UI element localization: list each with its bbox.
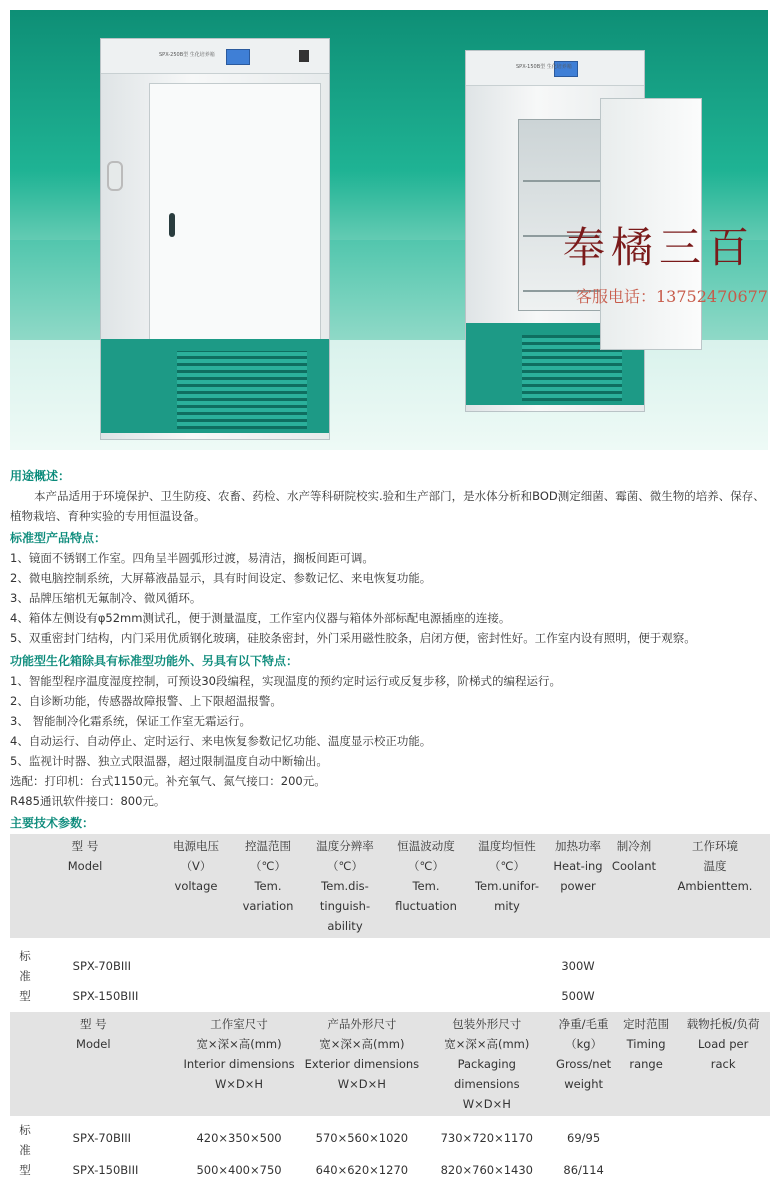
table-cell	[616, 1116, 676, 1160]
option-item: R485通讯软件接口：800元。	[10, 794, 166, 808]
table-cell: 500W	[561, 989, 595, 1003]
table-cell	[660, 938, 770, 986]
table-header-row	[10, 834, 770, 938]
header-timing: 定时范围 Timing range	[616, 1012, 676, 1116]
table-cell	[676, 1116, 770, 1160]
table-cell	[466, 938, 548, 986]
table-cell	[676, 1160, 770, 1180]
header-fluctuation: 恒温波动度 （℃） Tem. fluctuation	[386, 834, 466, 938]
table-cell	[232, 938, 304, 986]
header-resolution: 温度分辨率 （℃） Tem.dis- tinguish- ability	[304, 834, 386, 938]
params-title: 主要技术参数：	[10, 816, 95, 830]
table-cell: 300W	[561, 959, 595, 973]
incubator-closed	[100, 38, 330, 440]
functional-features	[10, 651, 770, 811]
table-cell	[304, 986, 386, 1006]
header-model: 型 号 Model	[10, 1012, 177, 1116]
header-weight: 净重/毛重 （kg） Gross/net weight	[551, 1012, 616, 1116]
lcd-display	[226, 49, 250, 65]
door-handle	[169, 213, 175, 237]
model-cell: 型 SPX-150BIII	[10, 1160, 177, 1180]
model-cell: 标 准 SPX-70BIII	[10, 1116, 177, 1160]
feature-item: 5、双重密封门结构，内门采用优质钢化玻璃，硅胶条密封，外门采用磁性胶条，启闭方便，密封性好。工作室内设有照明，便于观察。	[10, 631, 696, 645]
feature-item: 2、微电脑控制系统，大屏幕液晶显示，具有时间设定、参数记忆、来电恢复功能。	[10, 571, 432, 585]
table-cell	[304, 938, 386, 986]
table-row	[10, 986, 770, 1006]
control-panel	[466, 51, 644, 86]
table-cell: 420×350×500	[196, 1131, 282, 1145]
header-interior-dims: 工作室尺寸 宽×深×高(mm) Interior dimensions W×D×H	[177, 1012, 302, 1116]
control-panel	[101, 39, 329, 74]
shop-watermark: 奉橘三百	[563, 223, 756, 272]
table-cell	[160, 986, 232, 1006]
usage-body: 本产品适用于环境保护、卫生防疫、农畜、药检、水产等科研院校实.验和生产部门，是水体分析和BOD测定细菌、霉菌、微生物的培养、保存、植物栽培、育种实验的专用恒温设备。	[10, 489, 765, 523]
table-row	[10, 1116, 770, 1160]
feature-item: 2、自诊断功能，传感器故障报警、上下限超温报警。	[10, 694, 282, 708]
table-cell	[608, 986, 660, 1006]
header-packaging-dims: 包装外形尺寸 宽×深×高(mm) Packaging dimensions W×D×H	[422, 1012, 551, 1116]
header-ambient: 工作环境 温度 Ambienttem.	[660, 834, 770, 938]
header-temp-range: 控温范围 （℃） Tem. variation	[232, 834, 304, 938]
header-uniformity: 温度均恒性 （℃） Tem.unifor- mity	[466, 834, 548, 938]
feature-item: 3、 智能制冷化霜系统，保证工作室无霜运行。	[10, 714, 251, 728]
feature-item: 1、镜面不锈钢工作室。四角呈半圆弧形过渡，易清洁，搁板间距可调。	[10, 551, 374, 565]
service-phone: 客服电话：13752470677	[576, 287, 768, 306]
panel-label: SPX-150B型 生化培养箱	[516, 64, 572, 70]
feature-item: 3、品牌压缩机无氟制冷、微风循环。	[10, 591, 202, 605]
header-heating-power: 加热功率 Heat-ing power	[548, 834, 608, 938]
test-hole	[107, 161, 123, 191]
usage-title: 用途概述：	[10, 469, 71, 483]
header-load: 载物托板/负荷 Load per rack	[676, 1012, 770, 1116]
header-exterior-dims: 产品外形尺寸 宽×深×高(mm) Exterior dimensions W×D×H	[301, 1012, 422, 1116]
power-switch-icon	[299, 50, 309, 62]
standard-features	[10, 528, 770, 648]
product-photo	[10, 10, 768, 450]
feature-item: 5、监视计时器、独立式限温器，超过限制温度自动中断输出。	[10, 754, 328, 768]
option-item: 选配：打印机：台式1150元。补充氧气、氮气接口：200元。	[10, 774, 326, 788]
spec-table-2	[10, 1012, 770, 1180]
functional-title: 功能型生化箱除具有标准型功能外、另具有以下特点：	[10, 654, 299, 668]
table-row	[10, 938, 770, 986]
table-cell	[466, 986, 548, 1006]
model-cell: 型 SPX-150BIII	[10, 986, 160, 1006]
table-cell	[160, 938, 232, 986]
table-header-row	[10, 1012, 770, 1116]
vent-grille	[177, 351, 307, 429]
table-cell	[386, 938, 466, 986]
table-cell: 69/95	[567, 1131, 601, 1145]
panel-label: SPX-250B型 生化培养箱	[159, 52, 215, 58]
table-cell: 640×620×1270	[315, 1163, 409, 1177]
table-cell	[660, 986, 770, 1006]
group-label: 型	[19, 989, 31, 1003]
header-coolant: 制冷剂 Coolant	[608, 834, 660, 938]
feature-item: 1、智能型程序温度湿度控制，可预设30段编程，实现温度的预约定时运行或反复步移，阶梯式的编程运行。	[10, 674, 561, 688]
header-model: 型 号 Model	[10, 834, 160, 938]
header-voltage: 电源电压 （V） voltage	[160, 834, 232, 938]
params-section	[10, 813, 770, 833]
table-cell: 820×760×1430	[440, 1163, 534, 1177]
usage-section	[10, 466, 770, 526]
table-cell	[616, 1160, 676, 1180]
table-cell: 570×560×1020	[315, 1131, 409, 1145]
spec-table-1	[10, 834, 770, 1006]
table-cell	[232, 986, 304, 1006]
table-cell	[386, 986, 466, 1006]
group-label: 标 准	[19, 949, 31, 983]
feature-item: 4、箱体左侧设有φ52mm测试孔，便于测量温度，工作室内仪器与箱体外部标配电源插座的连接。	[10, 611, 511, 625]
standard-title: 标准型产品特点：	[10, 531, 107, 545]
group-label: 型	[19, 1163, 31, 1177]
table-row	[10, 1160, 770, 1180]
feature-item: 4、自动运行、自动停止、定时运行、来电恢复参数记忆功能、温度显示校正功能。	[10, 734, 432, 748]
table-cell: 730×720×1170	[440, 1131, 534, 1145]
model-cell: 标 准 SPX-70BIII	[10, 938, 160, 986]
table-cell: 86/114	[563, 1163, 604, 1177]
table-cell	[608, 938, 660, 986]
table-cell: 500×400×750	[196, 1163, 282, 1177]
group-label: 标 准	[19, 1123, 31, 1157]
